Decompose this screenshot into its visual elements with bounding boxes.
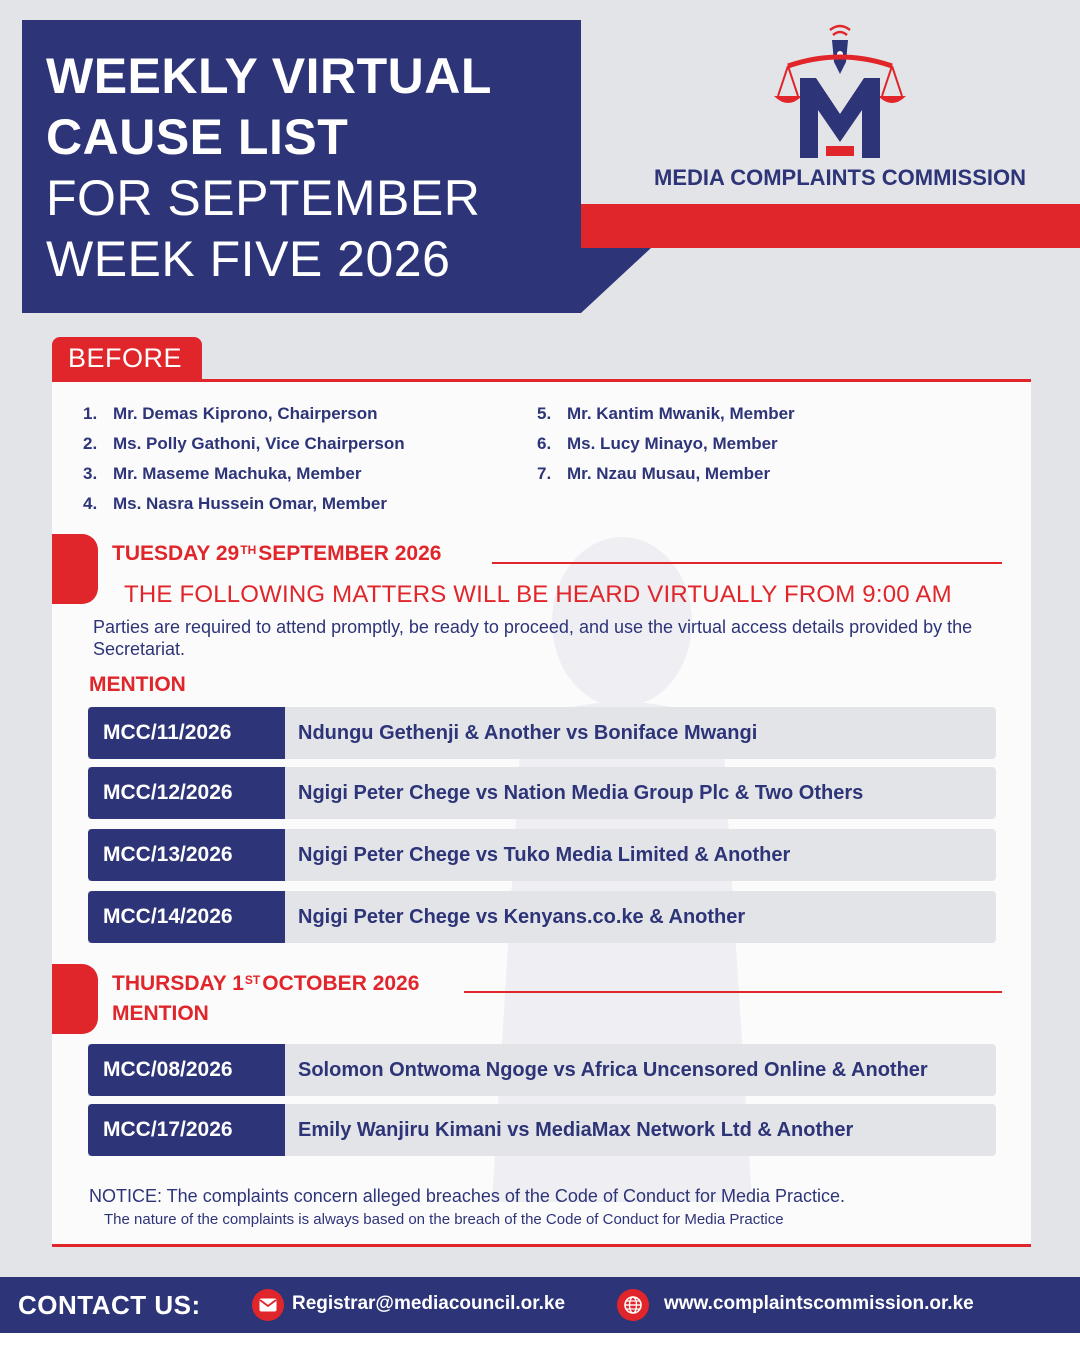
- day1-month: SEPTEMBER 2026: [258, 542, 442, 565]
- member-name: Mr. Maseme Machuka, Member: [113, 464, 362, 483]
- notice-subtext: The nature of the complaints is always based on the breach of the Code of Conduct for Media Practice: [104, 1211, 784, 1228]
- member-number: 2.: [83, 434, 98, 453]
- case-title: Ngigi Peter Chege vs Nation Media Group Plc & Two Others: [298, 781, 864, 804]
- case-title: Ndungu Gethenji & Another vs Boniface Mwangi: [298, 721, 758, 744]
- case-row: [88, 1044, 996, 1096]
- day2-flag: [52, 964, 98, 1034]
- day1-rule: [492, 562, 1002, 564]
- member-name: Mr. Nzau Musau, Member: [567, 464, 771, 483]
- case-number: MCC/13/2026: [88, 829, 285, 881]
- title-line-4: WEEK FIVE 2026: [46, 231, 451, 287]
- member-item: [83, 399, 405, 429]
- day2-suffix: ST: [244, 973, 261, 987]
- member-name: Ms. Polly Gathoni, Vice Chairperson: [113, 434, 405, 453]
- member-number: 4.: [83, 494, 98, 513]
- notice-text: NOTICE: The complaints concern alleged breaches of the Code of Conduct for Media Practice.: [89, 1186, 846, 1206]
- day1-mention-label: MENTION: [89, 673, 186, 696]
- website-link[interactable]: www.complaintscommission.or.ke: [664, 1293, 974, 1314]
- day2-month: OCTOBER 2026: [262, 972, 420, 995]
- member-name: Mr. Kantim Mwanik, Member: [567, 404, 795, 423]
- case-row: [88, 767, 996, 819]
- member-item: [83, 489, 405, 519]
- case-title: Ngigi Peter Chege vs Tuko Media Limited & Another: [298, 843, 791, 866]
- members-list-right: [537, 399, 795, 489]
- title-corner-triangle: [581, 248, 651, 313]
- day1-weekday: TUESDAY 29: [112, 542, 240, 565]
- case-row: [88, 829, 996, 881]
- case-row: [88, 1104, 996, 1156]
- day1-flag: [52, 534, 98, 604]
- member-name: Mr. Demas Kiprono, Chairperson: [113, 404, 378, 423]
- case-title: Emily Wanjiru Kimani vs MediaMax Network Ltd & Another: [298, 1118, 854, 1141]
- case-row: [88, 707, 996, 759]
- day2-mention-label: MENTION: [112, 1002, 209, 1025]
- attendance-instructions: Parties are required to attend promptly, be ready to proceed, and use the virtual access details provided by the Secretariat.: [93, 617, 973, 659]
- member-item: [537, 429, 795, 459]
- member-item: [83, 429, 405, 459]
- member-number: 3.: [83, 464, 98, 483]
- title-block: [22, 20, 581, 313]
- member-number: 5.: [537, 404, 552, 423]
- case-number: MCC/17/2026: [88, 1104, 285, 1156]
- members-list-left: [83, 399, 405, 519]
- before-tab: BEFORE: [52, 337, 202, 381]
- contact-label: CONTACT US:: [18, 1290, 201, 1320]
- bottom-strip: [0, 1333, 1080, 1350]
- case-number: MCC/08/2026: [88, 1044, 285, 1096]
- case-row: [88, 891, 996, 943]
- member-item: [83, 459, 405, 489]
- day2-heading: [112, 972, 419, 996]
- title-line-1: WEEKLY VIRTUAL: [46, 48, 492, 104]
- member-item: [537, 459, 795, 489]
- case-title: Solomon Ontwoma Ngoge vs Africa Uncensored Online & Another: [298, 1058, 928, 1081]
- contact-footer: [0, 1277, 1080, 1333]
- case-number: MCC/12/2026: [88, 767, 285, 819]
- member-number: 7.: [537, 464, 552, 483]
- case-title: Ngigi Peter Chege vs Kenyans.co.ke & Another: [298, 905, 746, 928]
- member-item: [537, 399, 795, 429]
- member-name: Ms. Nasra Hussein Omar, Member: [113, 494, 388, 513]
- virtual-hearing-announcement: THE FOLLOWING MATTERS WILL BE HEARD VIRTUALLY FROM 9:00 AM: [124, 581, 952, 608]
- title-line-2: CAUSE LIST: [46, 109, 349, 165]
- member-number: 1.: [83, 404, 98, 423]
- title-line-3: FOR SEPTEMBER: [46, 170, 481, 226]
- day2-rule: [464, 991, 1002, 993]
- day1-suffix: TH: [240, 543, 257, 557]
- organization-name: MEDIA COMPLAINTS COMMISSION: [654, 165, 1026, 190]
- email-link[interactable]: Registrar@mediacouncil.or.ke: [292, 1293, 566, 1314]
- globe-icon: [617, 1289, 649, 1321]
- member-number: 6.: [537, 434, 552, 453]
- day2-weekday: THURSDAY 1: [112, 972, 244, 995]
- commission-logo-icon: [770, 18, 910, 160]
- email-icon: [252, 1289, 284, 1321]
- case-number: MCC/14/2026: [88, 891, 285, 943]
- case-number: MCC/11/2026: [88, 707, 285, 759]
- red-accent-band: [581, 204, 1080, 248]
- day1-heading: [112, 542, 441, 566]
- member-name: Ms. Lucy Minayo, Member: [567, 434, 778, 453]
